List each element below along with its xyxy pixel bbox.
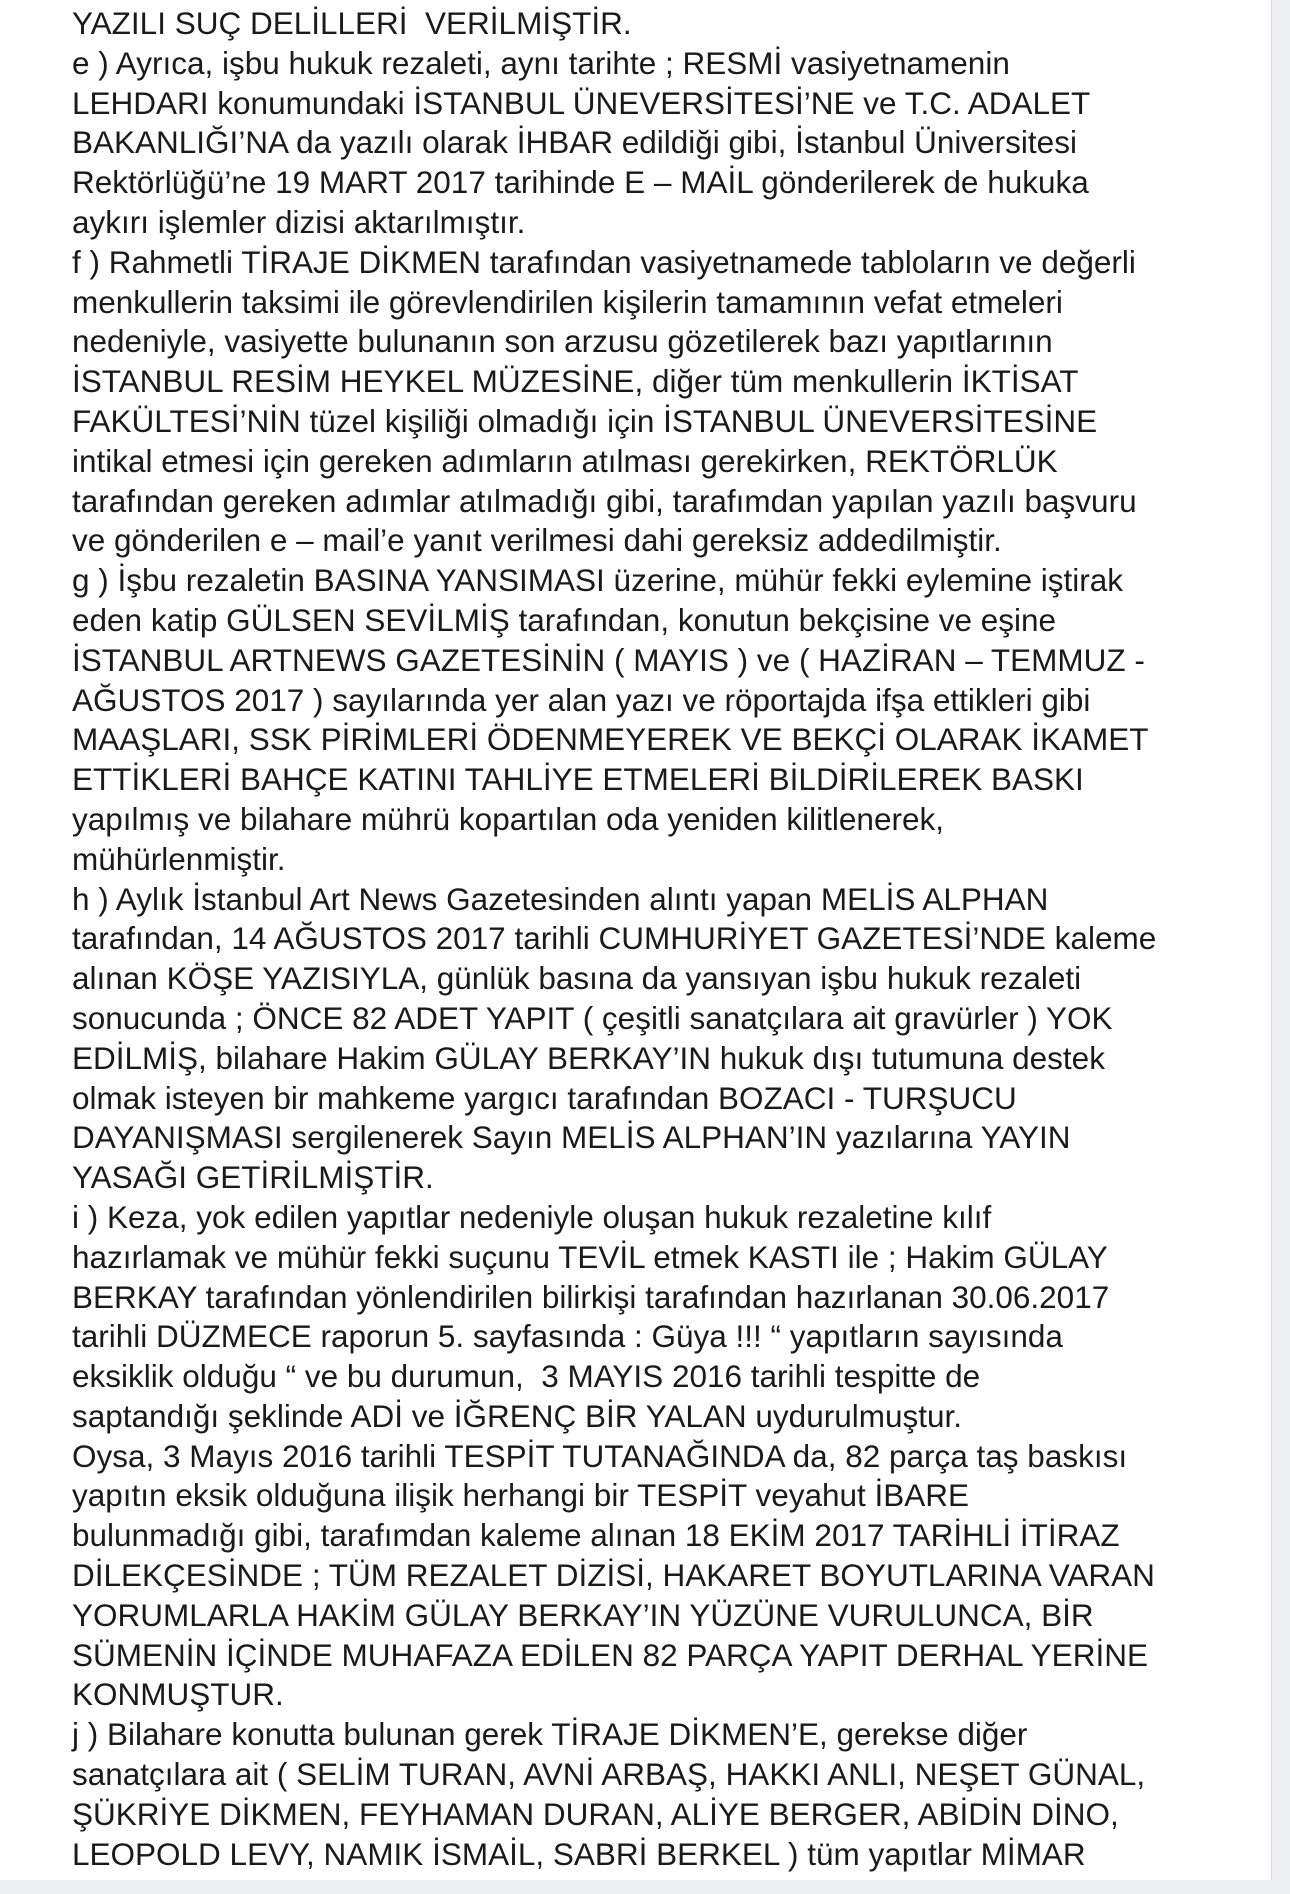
text-line: f ) Rahmetli TİRAJE DİKMEN tarafından vasiyetnamede tabloların ve değerli bbox=[72, 243, 1136, 280]
text-line: sanatçılara ait ( SELİM TURAN, AVNİ ARBAŞ, HAKKI ANLI, NEŞET GÜNAL, bbox=[72, 1756, 1146, 1793]
text-line: ETTİKLERİ BAHÇE KATINI TAHLİYE ETMELERİ BİLDİRİLEREK BASKI bbox=[72, 761, 1084, 798]
text-line: olmak isteyen bir mahkeme yargıcı tarafından BOZACI - TURŞUCU bbox=[72, 1079, 1017, 1116]
text-line: tarihli DÜZMECE raporun 5. sayfasında : Güya !!! “ yapıtların sayısında bbox=[72, 1318, 1063, 1355]
text-line: Rektörlüğü’ne 19 MART 2017 tarihinde E – MAİL gönderilerek de hukuka bbox=[72, 164, 1089, 201]
right-edge-divider bbox=[1271, 0, 1290, 1894]
text-line: MAAŞLARI, SSK PİRİMLERİ ÖDENMEYEREK VE BEKÇİ OLARAK İKAMET bbox=[72, 721, 1149, 758]
text-line: İSTANBUL RESİM HEYKEL MÜZESİNE, diğer tüm menkullerin İKTİSAT bbox=[72, 363, 1079, 400]
text-line: nedeniyle, vasiyette bulunanın son arzusu gözetilerek bazı yapıtlarının bbox=[72, 323, 1053, 360]
text-line: eksiklik olduğu “ ve bu durumun, 3 MAYIS 2016 tarihli tespitte de bbox=[72, 1358, 981, 1395]
document-text bbox=[72, 4, 1272, 1874]
text-line: h ) Aylık İstanbul Art News Gazetesinden alıntı yapan MELİS ALPHAN bbox=[72, 880, 1049, 917]
text-line: YAZILI SUÇ DELİLLERİ VERİLMİŞTİR. bbox=[72, 5, 632, 41]
text-line: g ) İşbu rezaletin BASINA YANSIMASI üzerine, mühür fekki eylemine iştirak bbox=[72, 562, 1124, 599]
text-line: eden katip GÜLSEN SEVİLMİŞ tarafından, konutun bekçisine ve eşine bbox=[72, 601, 1057, 638]
text-line: j ) Bilahare konutta bulunan gerek TİRAJE DİKMEN’E, gerekse diğer bbox=[72, 1716, 1028, 1753]
text-line: yapıtın eksik olduğuna ilişik herhangi bir TESPİT veyahut İBARE bbox=[72, 1477, 970, 1514]
text-line: LEHDARI konumundaki İSTANBUL ÜNEVERSİTESİ’NE ve T.C. ADALET bbox=[72, 84, 1091, 121]
text-line: aykırı işlemler dizisi aktarılmıştır. bbox=[72, 203, 526, 240]
text-line: AĞUSTOS 2017 ) sayılarında yer alan yazı ve röportajda ifşa ettikleri gibi bbox=[72, 681, 1091, 718]
text-line: e ) Ayrıca, işbu hukuk rezaleti, aynı tarihte ; RESMİ vasiyetnamenin bbox=[72, 44, 1010, 81]
text-line: hazırlamak ve mühür fekki suçunu TEVİL etmek KASTI ile ; Hakim GÜLAY bbox=[72, 1238, 1108, 1275]
text-line: i ) Keza, yok edilen yapıtlar nedeniyle oluşan hukuk rezaletine kılıf bbox=[72, 1198, 992, 1235]
text-line: tarafından, 14 AĞUSTOS 2017 tarihli CUMHURİYET GAZETESİ’NDE kaleme bbox=[72, 920, 1157, 957]
text-line: tarafından gereken adımlar atılmadığı gibi, tarafımdan yapılan yazılı başvuru bbox=[72, 482, 1137, 519]
text-line: BERKAY tarafından yönlendirilen bilirkişi tarafından hazırlanan 30.06.2017 bbox=[72, 1278, 1110, 1315]
text-line: ve gönderilen e – mail’e yanıt verilmesi dahi gereksiz addedilmiştir. bbox=[72, 522, 1002, 559]
text-line: İSTANBUL ARTNEWS GAZETESİNİN ( MAYIS ) ve ( HAZİRAN – TEMMUZ - bbox=[72, 641, 1145, 678]
text-line: LEOPOLD LEVY, NAMIK İSMAİL, SABRİ BERKEL ) tüm yapıtlar MİMAR bbox=[72, 1835, 1086, 1872]
text-line: YORUMLARLA HAKİM GÜLAY BERKAY’IN YÜZÜNE VURULUNCA, BİR bbox=[72, 1596, 1094, 1633]
bottom-edge-divider bbox=[0, 1880, 1290, 1894]
text-line: bulunmadığı gibi, tarafımdan kaleme alınan 18 EKİM 2017 TARİHLİ İTİRAZ bbox=[72, 1517, 1120, 1554]
text-line: DİLEKÇESİNDE ; TÜM REZALET DİZİSİ, HAKARET BOYUTLARINA VARAN bbox=[72, 1557, 1155, 1594]
text-line: KONMUŞTUR. bbox=[72, 1676, 284, 1713]
text-line: EDİLMİŞ, bilahare Hakim GÜLAY BERKAY’IN hukuk dışı tutumuna destek bbox=[72, 1039, 1105, 1076]
text-line: FAKÜLTESİ’NİN tüzel kişiliği olmadığı için İSTANBUL ÜNEVERSİTESİNE bbox=[72, 402, 1098, 439]
text-line: menkullerin taksimi ile görevlendirilen kişilerin tamamının vefat etmeleri bbox=[72, 283, 1063, 320]
text-line: Oysa, 3 Mayıs 2016 tarihli TESPİT TUTANAĞINDA da, 82 parça taş baskısı bbox=[72, 1437, 1128, 1474]
text-line: sonucunda ; ÖNCE 82 ADET YAPIT ( çeşitli sanatçılara ait gravürler ) YOK bbox=[72, 999, 1113, 1036]
text-line: yapılmış ve bilahare mührü kopartılan oda yeniden kilitlenerek, bbox=[72, 800, 944, 837]
text-line: SÜMENİN İÇİNDE MUHAFAZA EDİLEN 82 PARÇA YAPIT DERHAL YERİNE bbox=[72, 1636, 1148, 1673]
text-line: alınan KÖŞE YAZISIYLA, günlük basına da yansıyan işbu hukuk rezaleti bbox=[72, 960, 1082, 997]
text-line: YASAĞI GETİRİLMİŞTİR. bbox=[72, 1159, 434, 1196]
text-line: intikal etmesi için gereken adımların atılması gerekirken, REKTÖRLÜK bbox=[72, 442, 1058, 479]
text-line: DAYANIŞMASI sergilenerek Sayın MELİS ALPHAN’IN yazılarına YAYIN bbox=[72, 1119, 1071, 1156]
text-line: ŞÜKRİYE DİKMEN, FEYHAMAN DURAN, ALİYE BERGER, ABİDİN DİNO, bbox=[72, 1795, 1119, 1832]
text-line: mühürlenmiştir. bbox=[72, 840, 286, 877]
text-line: BAKANLIĞI’NA da yazılı olarak İHBAR edildiği gibi, İstanbul Üniversitesi bbox=[72, 124, 1077, 161]
text-line: saptandığı şeklinde ADİ ve İĞRENÇ BİR YALAN uydurulmuştur. bbox=[72, 1397, 962, 1434]
